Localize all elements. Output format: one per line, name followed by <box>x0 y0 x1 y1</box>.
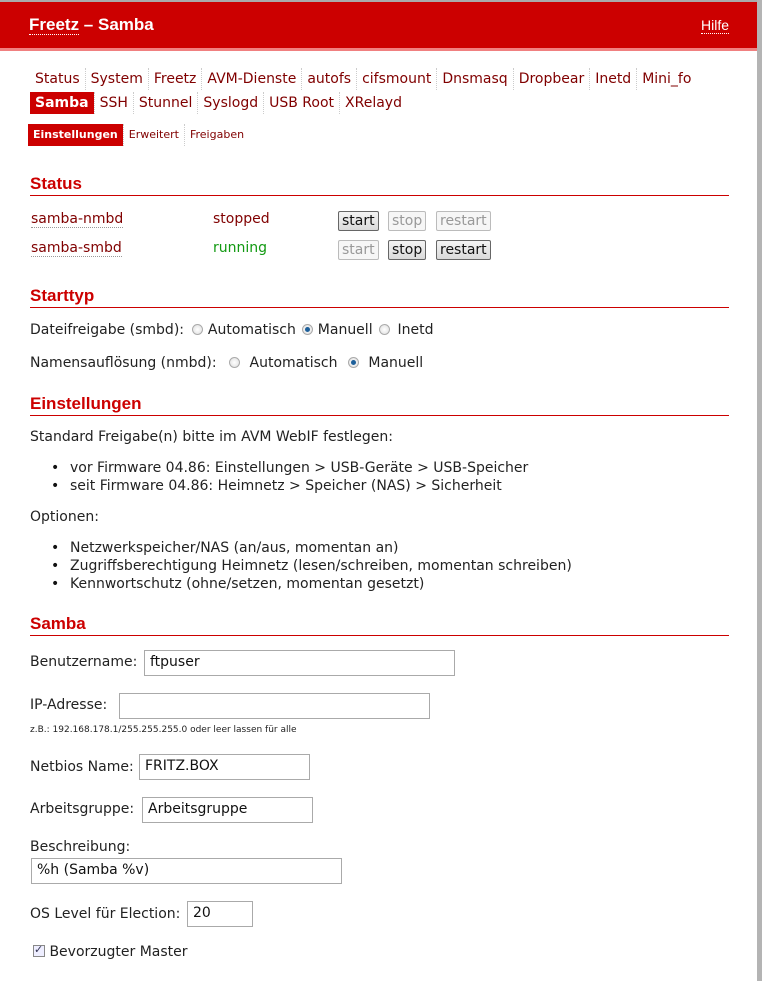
menu-item-system[interactable]: System <box>85 68 148 90</box>
preferred-master-checkbox[interactable] <box>33 945 45 957</box>
tab-erweitert[interactable]: Erweitert <box>123 124 184 146</box>
firmware-item: • vor Firmware 04.86: Einstellungen > USB-Geräte > USB-Speicher <box>70 459 528 477</box>
menu-item-syslogd[interactable]: Syslogd <box>197 92 263 114</box>
options-label: Optionen: <box>30 509 99 525</box>
samba-heading: Samba <box>30 614 729 636</box>
service-state-nmbd: stopped <box>213 211 270 227</box>
menu-item-xrelayd[interactable]: XRelayd <box>339 92 407 114</box>
service-state-smbd: running <box>213 240 268 256</box>
smbd-start-button: start <box>338 240 379 260</box>
smbd-option-inetd: Inetd <box>397 322 434 338</box>
netbios-label: Netbios Name: <box>30 759 134 775</box>
username-label: Benutzername: <box>30 654 138 670</box>
status-heading: Status <box>30 174 729 196</box>
preferred-master-label: Bevorzugter Master <box>49 944 188 960</box>
page-title <box>29 15 154 35</box>
menu-item-status[interactable]: Status <box>35 71 80 87</box>
title-separator: – <box>79 15 98 34</box>
nmbd-stop-button: stop <box>388 211 426 231</box>
smbd-stop-button[interactable]: stop <box>388 240 426 260</box>
menu-item-avm-dienste[interactable]: AVM-Dienste <box>201 68 301 90</box>
menu-item-inetd[interactable]: Inetd <box>589 68 636 90</box>
sub-menu <box>28 124 249 146</box>
options-list <box>70 539 572 593</box>
option-item: • Zugriffsberechtigung Heimnetz (lesen/schreiben, momentan schreiben) <box>70 557 572 575</box>
menu-item-freetz[interactable]: Freetz <box>148 68 202 90</box>
menu-item-autofs[interactable]: autofs <box>301 68 356 90</box>
smbd-starttype-row <box>30 322 433 338</box>
firmware-item: • seit Firmware 04.86: Heimnetz > Speicher (NAS) > Sicherheit <box>70 477 528 495</box>
firmware-list <box>70 459 528 495</box>
header <box>0 2 757 51</box>
os-level-label: OS Level für Election: <box>30 906 181 922</box>
option-item: • Netzwerkspeicher/NAS (an/aus, momentan an) <box>70 539 572 557</box>
scrollbar[interactable] <box>757 0 762 981</box>
menu-item-samba[interactable]: Samba <box>30 92 94 114</box>
service-name-nmbd[interactable]: samba-nmbd <box>31 211 124 227</box>
description-input[interactable]: %h (Samba %v) <box>31 858 342 884</box>
nmbd-start-button[interactable]: start <box>338 211 379 231</box>
smbd-option-automatisch: Automatisch <box>207 322 296 338</box>
menu-item-mini-fo[interactable]: Mini_fo <box>636 68 696 90</box>
netbios-input[interactable]: FRITZ.BOX <box>139 754 310 780</box>
menu-item-dnsmasq[interactable]: Dnsmasq <box>436 68 512 90</box>
starttyp-heading: Starttyp <box>30 286 729 308</box>
ip-address-input[interactable] <box>119 693 430 719</box>
main-menu <box>30 67 730 115</box>
menu-item-dropbear[interactable]: Dropbear <box>513 68 590 90</box>
brand-link[interactable]: Freetz <box>29 15 80 34</box>
service-name-smbd[interactable]: samba-smbd <box>31 240 122 256</box>
menu-item-usb-root[interactable]: USB Root <box>263 92 339 114</box>
workgroup-label: Arbeitsgruppe: <box>30 801 135 817</box>
tab-einstellungen[interactable]: Einstellungen <box>28 124 123 146</box>
menu-row-2 <box>30 91 730 115</box>
einstellungen-heading: Einstellungen <box>30 394 729 416</box>
smbd-radio-automatisch[interactable] <box>192 324 203 335</box>
tab-freigaben[interactable]: Freigaben <box>184 124 249 146</box>
smbd-restart-button[interactable]: restart <box>436 240 491 260</box>
smbd-option-manuell: Manuell <box>317 322 373 338</box>
menu-item-cifsmount[interactable]: cifsmount <box>356 68 436 90</box>
ip-address-hint: z.B.: 192.168.178.1/255.255.255.0 oder leer lassen für alle <box>30 725 297 735</box>
smbd-radio-manuell[interactable] <box>302 324 313 335</box>
preferred-master-row <box>33 944 188 960</box>
title-page: Samba <box>97 15 154 34</box>
nmbd-starttype-label: Namensauflösung (nmbd): <box>30 355 217 371</box>
nmbd-option-automatisch: Automatisch <box>249 355 338 371</box>
ip-address-label: IP-Adresse: <box>30 697 108 713</box>
smbd-starttype-label: Dateifreigabe (smbd): <box>30 322 184 338</box>
username-input[interactable]: ftpuser <box>144 650 455 676</box>
os-level-input[interactable]: 20 <box>187 901 253 927</box>
nmbd-option-manuell: Manuell <box>368 355 424 371</box>
einstellungen-intro: Standard Freigabe(n) bitte im AVM WebIF festlegen: <box>30 429 393 445</box>
nmbd-restart-button: restart <box>436 211 491 231</box>
nmbd-radio-automatisch[interactable] <box>229 357 240 368</box>
option-item: • Kennwortschutz (ohne/setzen, momentan gesetzt) <box>70 575 572 593</box>
menu-row-1 <box>30 67 730 91</box>
smbd-radio-inetd[interactable] <box>379 324 390 335</box>
menu-item-ssh[interactable]: SSH <box>94 92 133 114</box>
nmbd-starttype-row <box>30 355 423 371</box>
nmbd-radio-manuell[interactable] <box>348 357 359 368</box>
workgroup-input[interactable]: Arbeitsgruppe <box>142 797 313 823</box>
description-label: Beschreibung: <box>30 839 131 855</box>
menu-item-stunnel[interactable]: Stunnel <box>133 92 198 114</box>
help-link[interactable]: Hilfe <box>700 17 729 33</box>
